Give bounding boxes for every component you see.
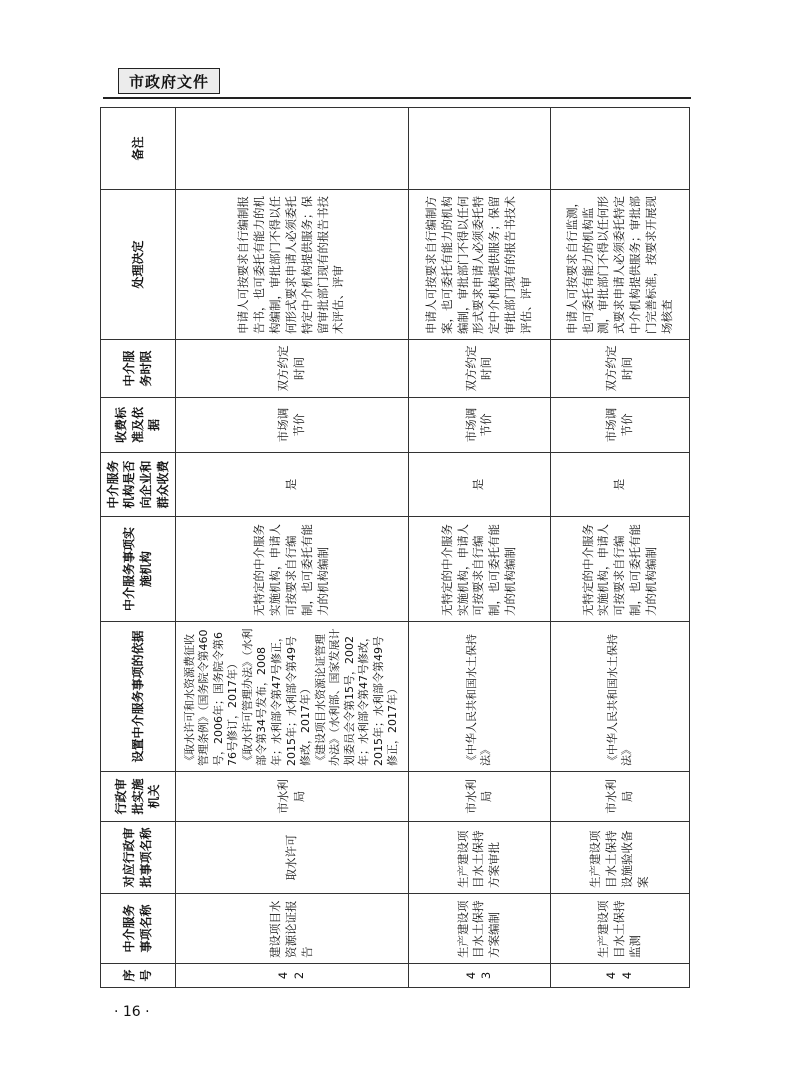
approval-name: 生产建设项目水土保持方案审批: [408, 822, 551, 894]
intermediary-services-table: [100, 107, 690, 988]
row-number: 43: [408, 964, 551, 988]
row-number: 44: [551, 964, 690, 988]
basis-line: 《取水许可和水资源费征收管理条例》（国务院令第460号，2006年；国务院令第676号修订，2017年）: [182, 629, 240, 766]
column-header: 备注: [101, 108, 176, 190]
column-header: 行政审批实施机关: [101, 772, 176, 822]
row-number: 42: [176, 964, 409, 988]
fee-standard: 市场调节价: [176, 398, 409, 453]
header-rule: [103, 97, 691, 99]
column-header: 中介服务时限: [101, 340, 176, 398]
basis-line: 《中华人民共和国水土保持法》: [464, 634, 493, 766]
service-time-limit: 双方约定时间: [176, 340, 409, 398]
service-name: 建设项目水资源论证报告: [176, 894, 409, 964]
basis-line: 《中华人民共和国水土保持法》: [605, 634, 634, 766]
fee-standard: 市场调节价: [408, 398, 551, 453]
page-number: · 16 ·: [114, 1004, 150, 1020]
decision: 申请人可按要求自行编制报告书，也可委托有能力的机构编制，审批部门不得以任何形式要求申请人必须委托特定中介机构提供服务；保留审批部门现有的报告书技术评估、评审: [176, 190, 409, 340]
service-time-limit: 双方约定时间: [408, 340, 551, 398]
implementing-agency: 无特定的中介服务实施机构，申请人可按要求自行编制，也可委托有能力的机构编制: [176, 517, 409, 622]
column-header: 收费标准及依据: [101, 398, 176, 453]
column-header: 设置中介服务事项的依据: [101, 622, 176, 772]
remark: [551, 108, 690, 190]
approval-name: 取水许可: [176, 822, 409, 894]
table-row: [551, 108, 690, 988]
service-time-limit: 双方约定时间: [551, 340, 690, 398]
implementing-agency: 无特定的中介服务实施机构，申请人可按要求自行编制，也可委托有能力的机构编制: [408, 517, 551, 622]
charge-flag: 是: [176, 453, 409, 517]
decision: 申请人可按要求自行监测，也可委托有能力的机构监测，审批部门不得以任何形式要求申请人必须委托特定中介机构提供服务；审批部门完善标准，按要求开展现场核查: [551, 190, 690, 340]
column-header: 处理决定: [101, 190, 176, 340]
legal-basis: [176, 622, 409, 772]
column-header: 中介服务事项实施机构: [101, 517, 176, 622]
column-header: 序号: [101, 964, 176, 988]
section-label: 市政府文件: [118, 68, 220, 94]
service-name: 生产建设项目水土保持方案编制: [408, 894, 551, 964]
legal-basis: [551, 622, 690, 772]
remark: [408, 108, 551, 190]
approval-agency: 市水利局: [176, 772, 409, 822]
service-name: 生产建设项目水土保持监测: [551, 894, 690, 964]
approval-agency: 市水利局: [408, 772, 551, 822]
fee-standard: 市场调节价: [551, 398, 690, 453]
table-header-row: [101, 108, 176, 988]
legal-basis: [408, 622, 551, 772]
table-row: [408, 108, 551, 988]
rotated-table-container: [100, 108, 690, 988]
implementing-agency: 无特定的中介服务实施机构，申请人可按要求自行编制，也可委托有能力的机构编制: [551, 517, 690, 622]
charge-flag: 是: [408, 453, 551, 517]
basis-line: 《取水许可管理办法》（水利部令第34号发布，2008年；水利部令第47号修正，2015年；水利部令第49号修改，2017年）: [240, 628, 313, 766]
column-header: 中介服务机构是否向企业和群众收费: [101, 453, 176, 517]
remark: [176, 108, 409, 190]
basis-line: 《建设项目水资源论证管理办法》（水利部、国家发展计划委员会令第15号，2002年；水利部令第47号修改，2015年；水利部令第49号修正，2017年）: [313, 628, 400, 766]
charge-flag: 是: [551, 453, 690, 517]
column-header: 中介服务事项名称: [101, 894, 176, 964]
table-row: [176, 108, 409, 988]
decision: 申请人可按要求自行编制方案，也可委托有能力的机构编制，审批部门不得以任何形式要求申请人必须委托特定中介机构提供服务；保留审批部门现有的报告书技术评估、评审: [408, 190, 551, 340]
column-header: 对应行政审批事项名称: [101, 822, 176, 894]
approval-name: 生产建设项目水土保持设施验收备案: [551, 822, 690, 894]
approval-agency: 市水利局: [551, 772, 690, 822]
